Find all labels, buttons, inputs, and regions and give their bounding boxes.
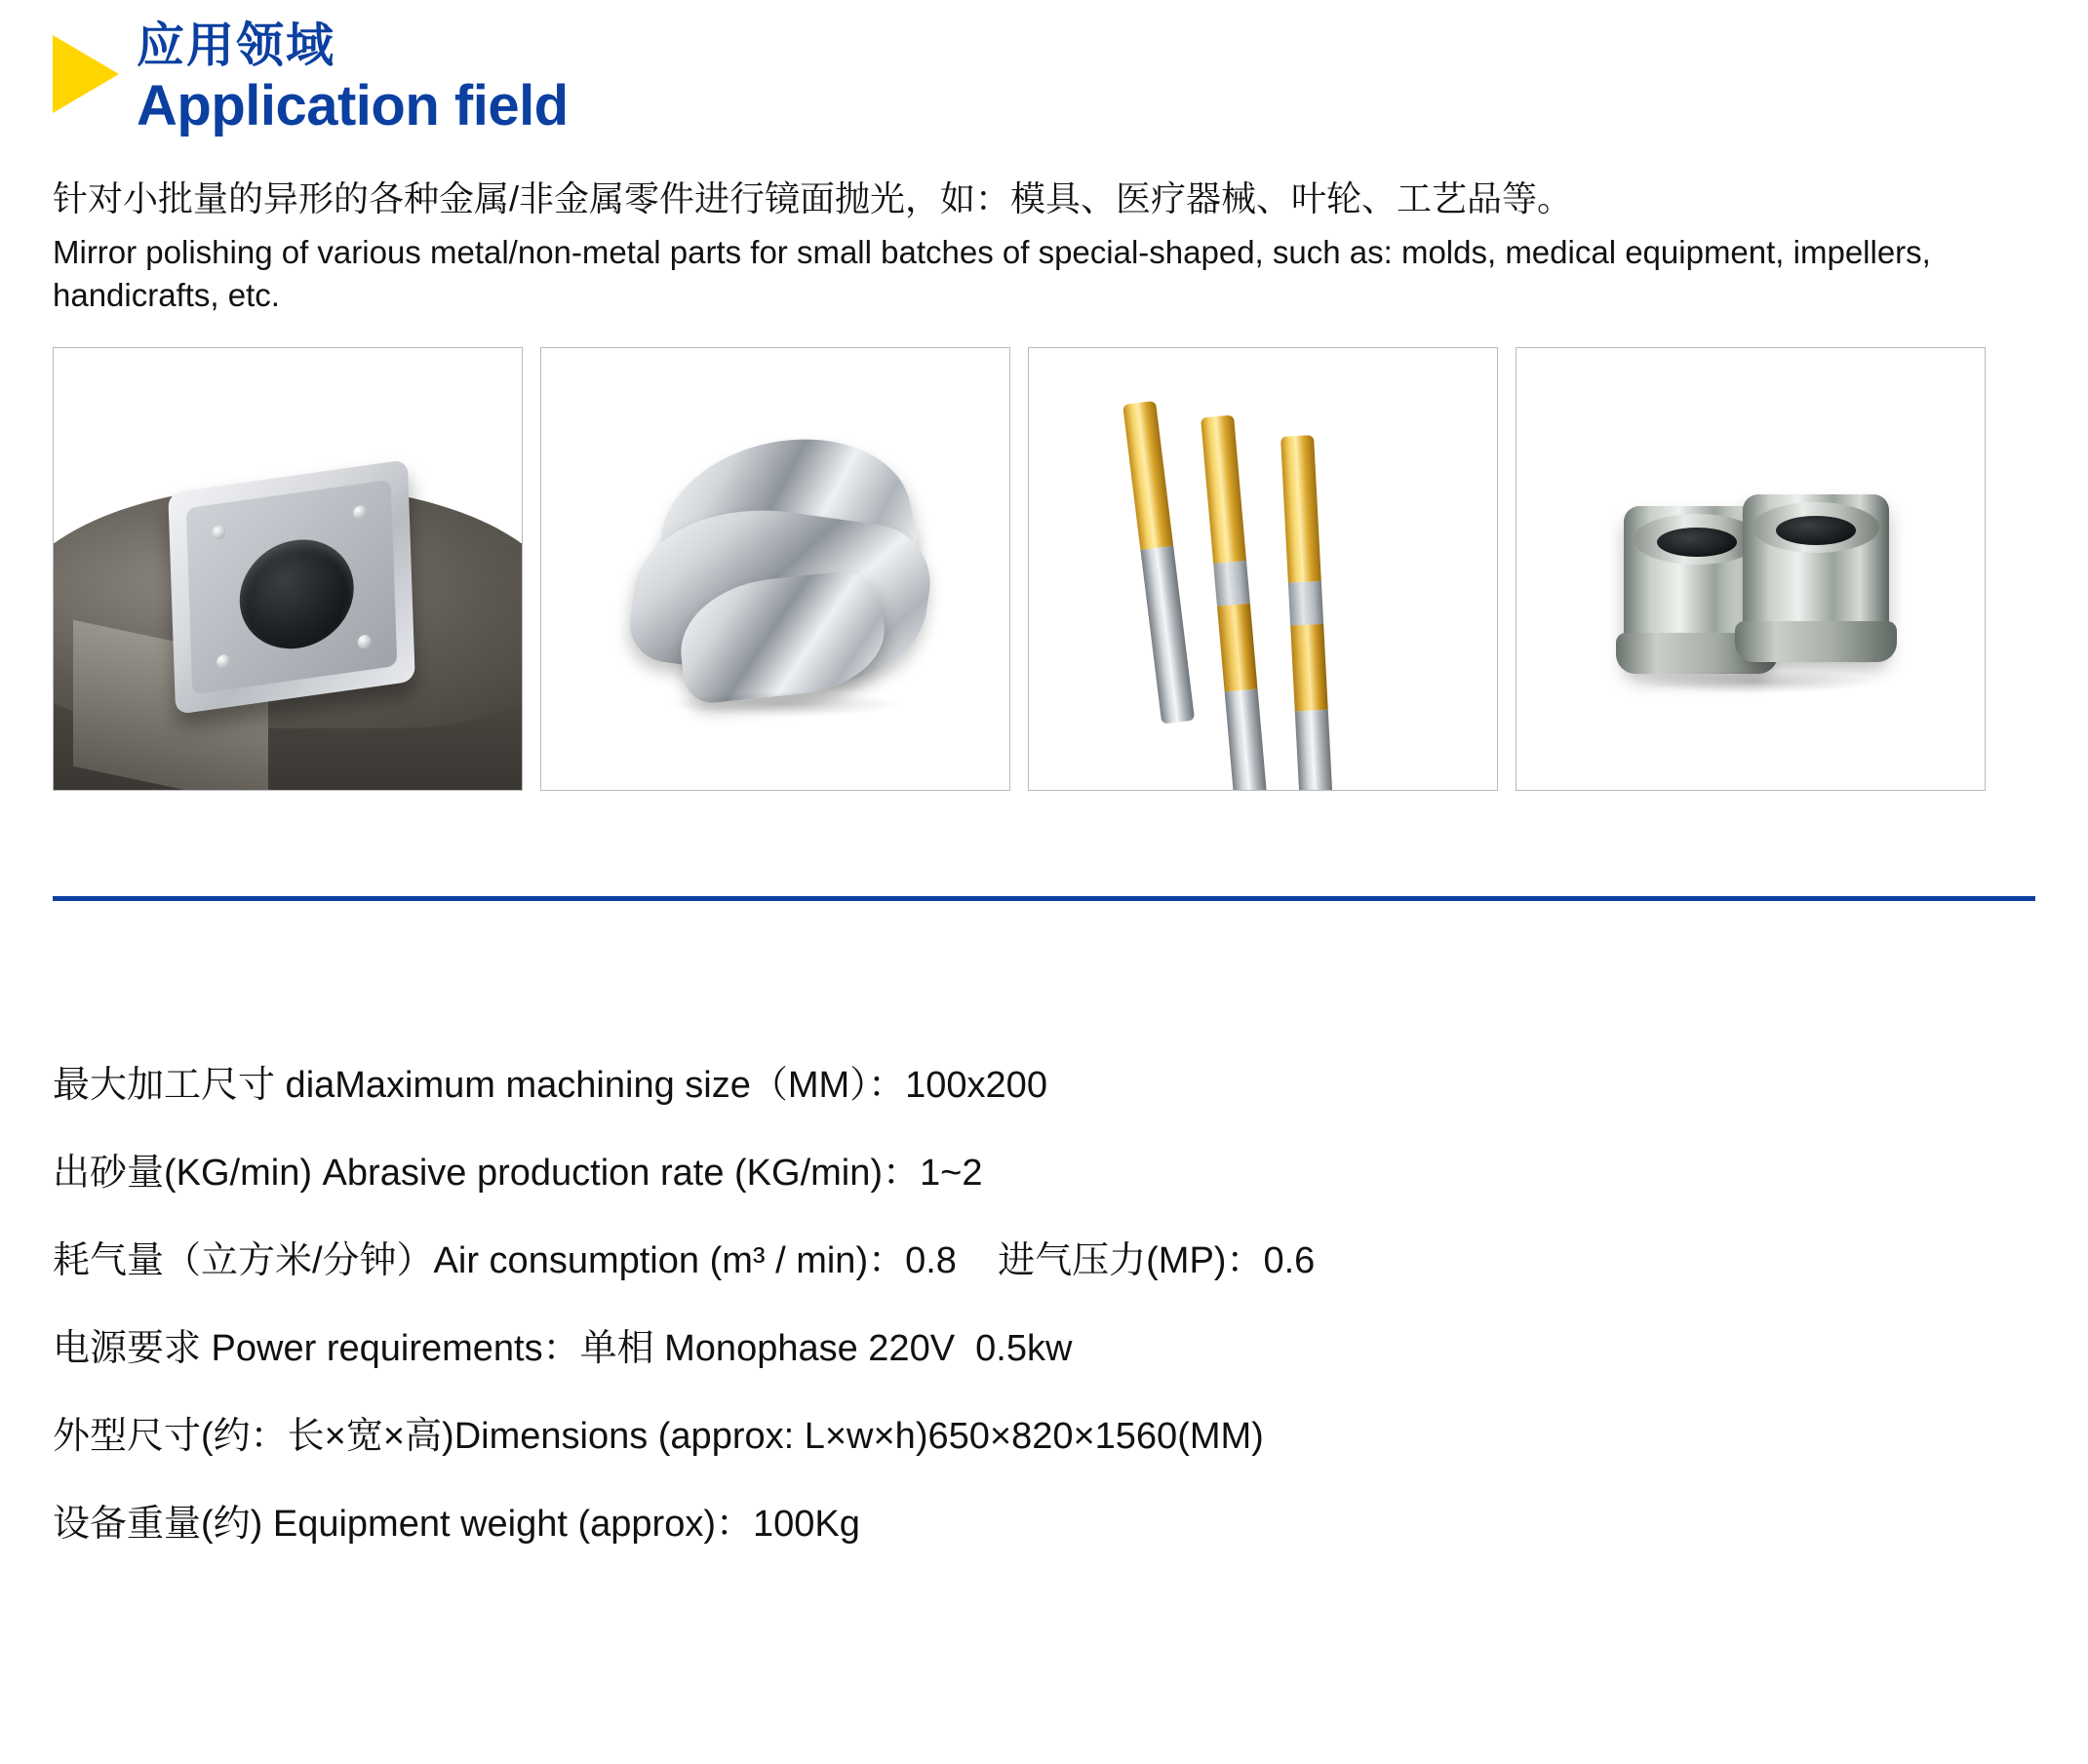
- page-title-en: Application field: [137, 74, 569, 138]
- reamer-2-neck: [1213, 561, 1250, 607]
- carbide-insert-photo: [53, 347, 523, 791]
- reamer-1-shank: [1140, 545, 1195, 724]
- insert-outer: [168, 459, 415, 715]
- spec-max-machining-size: 最大加工尺寸 diaMaximum machining size（MM）：100x200: [53, 1064, 1047, 1106]
- insert-screw-1: [212, 525, 225, 540]
- page-header: [29, 0, 2059, 176]
- reamer-3-collar: [1290, 624, 1328, 712]
- spec-power-requirements: 电源要求 Power requirements：单相 Monophase 220V 0.5kw: [53, 1327, 1073, 1369]
- polished-impeller-photo: [540, 347, 1010, 791]
- reamer-2-coating: [1201, 414, 1246, 563]
- intro-text-en: Mirror polishing of various metal/non-metal parts for small batches of special-shaped, such as: molds, medical equipment, impellers, handicrafts, etc.: [53, 233, 1931, 314]
- impeller-shadow: [668, 691, 902, 717]
- gold-coated-reamers-photo: [1028, 347, 1498, 791]
- insert-screw-2: [353, 504, 367, 520]
- insert-bore: [238, 532, 356, 656]
- spec-air-consumption: 耗气量（立方米/分钟）Air consumption (m³ / min)：0.8 进气压力(MP)：0.6: [53, 1239, 1316, 1281]
- reamer-2-shank: [1225, 688, 1268, 791]
- gallery-row: [29, 347, 2059, 791]
- spec-abrasive-rate: 出砂量(KG/min) Abrasive production rate (KG/min)：1~2: [53, 1152, 983, 1194]
- bushing-left-bore: [1657, 528, 1737, 557]
- reamer-1: [1123, 401, 1195, 725]
- bushing-right-flange: [1735, 621, 1897, 662]
- spec-dimensions: 外型尺寸(约：长×宽×高)Dimensions (approx: L×w×h)650×820×1560(MM): [53, 1415, 1264, 1457]
- reamer-3: [1280, 435, 1333, 791]
- reamer-3-neck: [1288, 581, 1323, 626]
- intro-text-cn: 针对小批量的异形的各种金属/非金属零件进行镜面抛光，如：模具、医疗器械、叶轮、工艺品等。: [53, 178, 1573, 218]
- triangle-bullet-icon: [53, 35, 119, 113]
- bushing-right-bore: [1776, 516, 1856, 545]
- insert-screw-4: [357, 634, 371, 649]
- page-title-cn: 应用领域: [137, 20, 336, 72]
- reamer-1-coating: [1123, 401, 1173, 550]
- reamer-3-coating: [1280, 435, 1321, 583]
- insert-screw-3: [217, 653, 230, 669]
- spec-list: [29, 1064, 2059, 1545]
- section-divider: [53, 896, 2035, 901]
- insert-inner: [186, 479, 398, 693]
- reamer-3-shank: [1295, 709, 1333, 790]
- bushing-right: [1743, 494, 1889, 658]
- polished-bushings-photo: [1516, 347, 1986, 791]
- bushings-shadow: [1634, 670, 1877, 693]
- reamer-2: [1201, 414, 1268, 790]
- intro-block: [29, 176, 2059, 318]
- reamer-2-collar: [1217, 603, 1258, 691]
- spec-equipment-weight: 设备重量(约) Equipment weight (approx)：100Kg: [53, 1503, 860, 1545]
